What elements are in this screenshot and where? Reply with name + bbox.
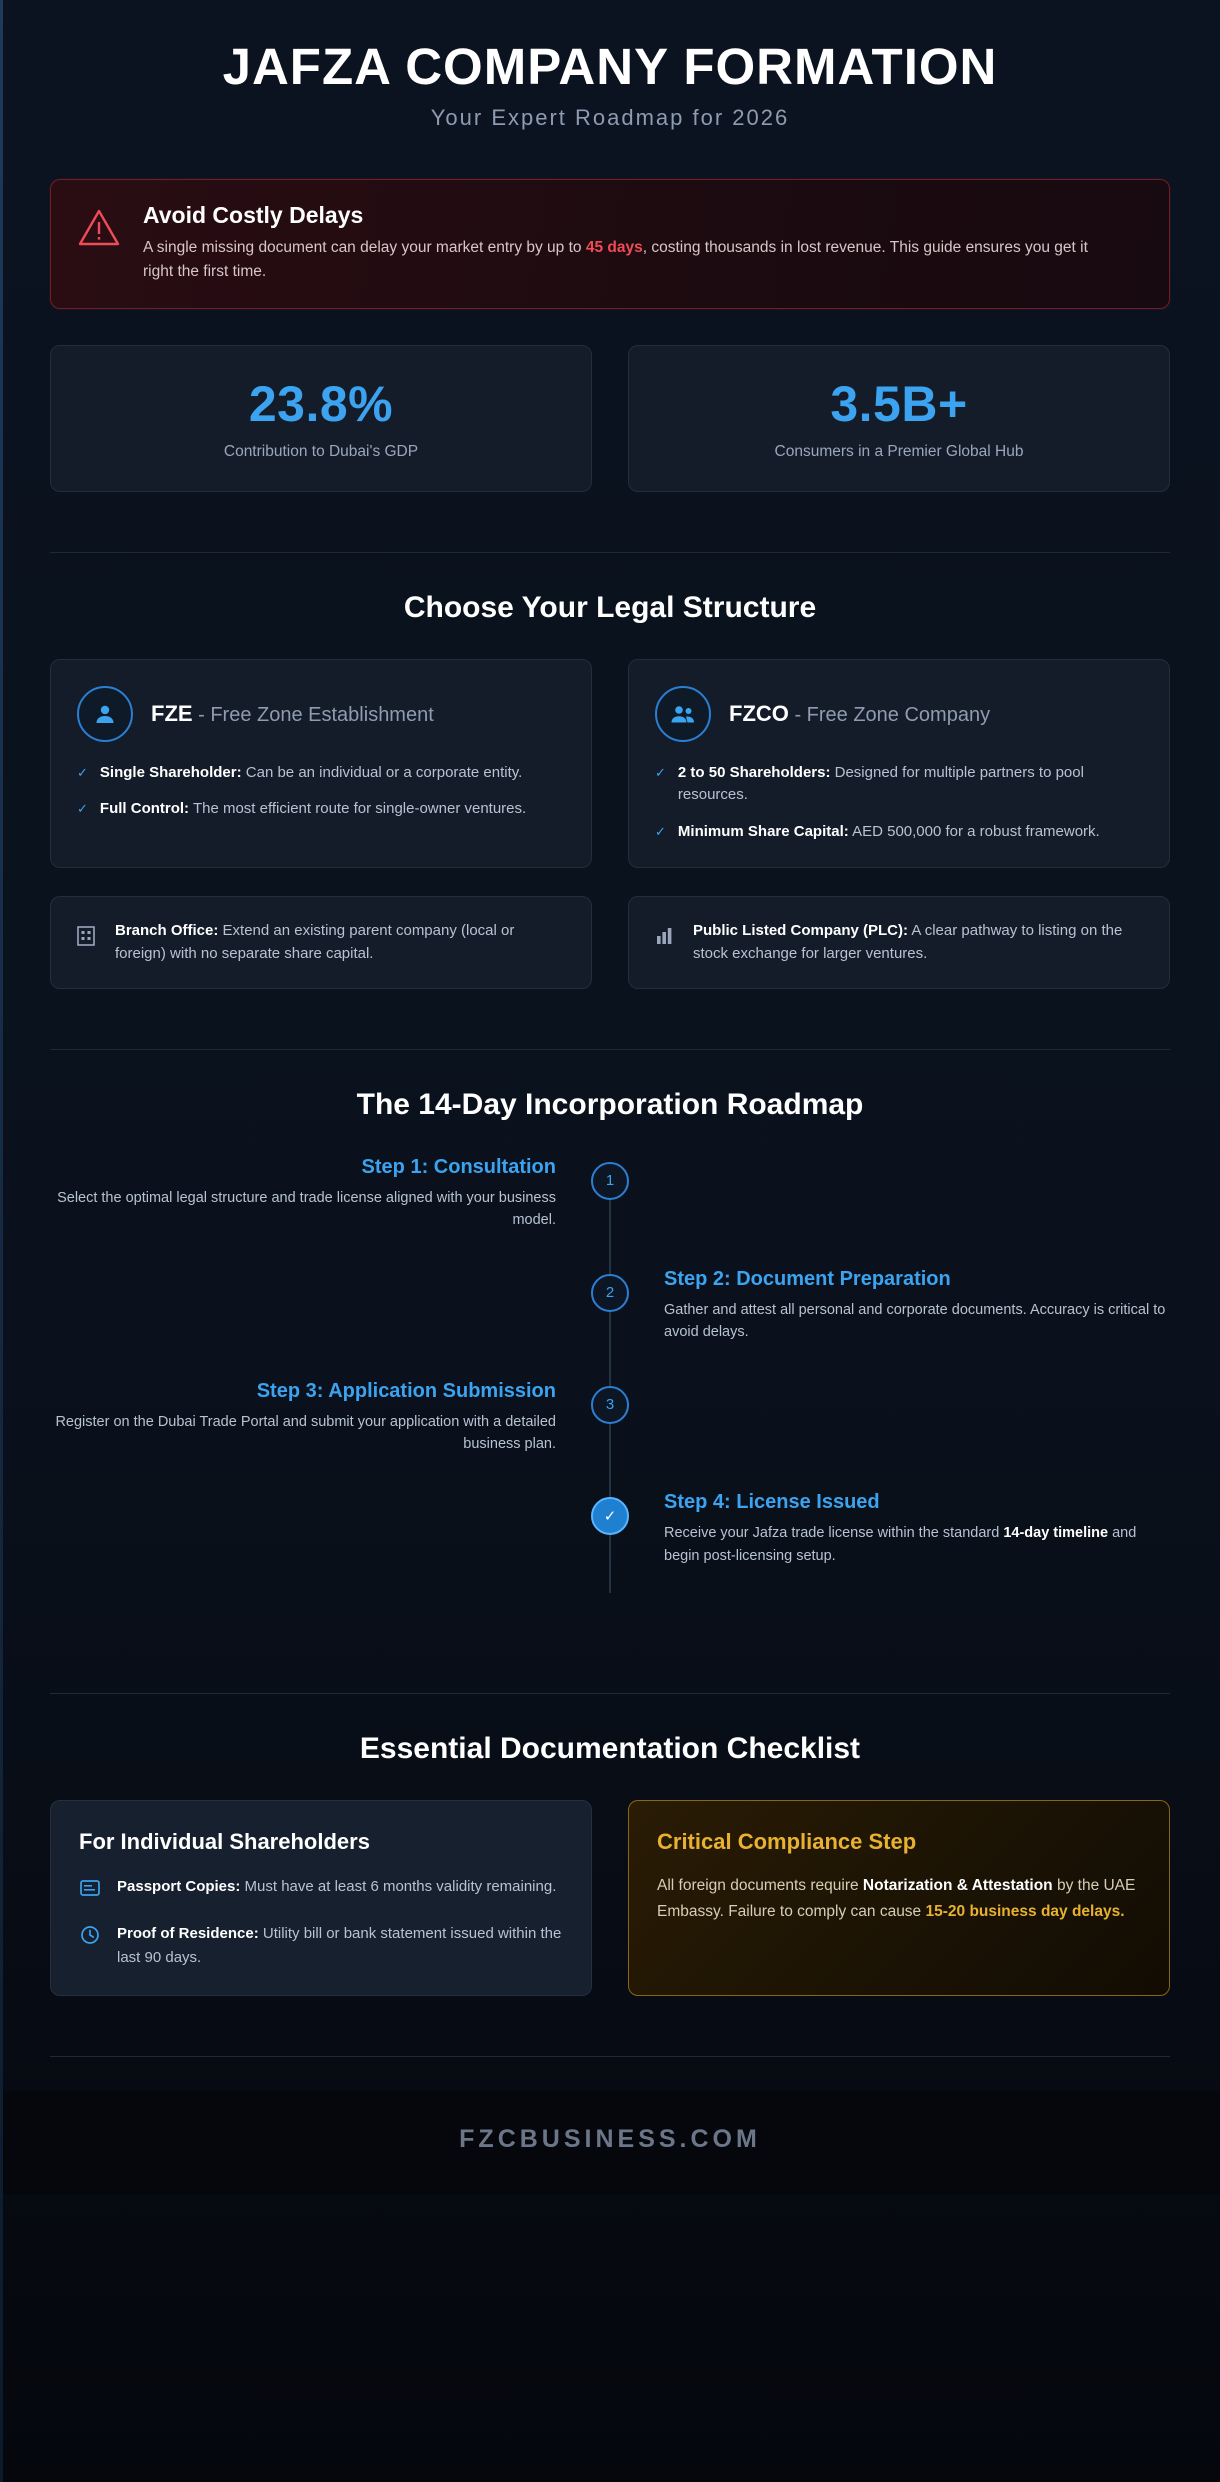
- checklist-card-individual: [50, 1800, 592, 1996]
- feature-text: [100, 798, 526, 821]
- entity-name: FZCO: [729, 700, 789, 726]
- entity-card-plc: [628, 896, 1170, 989]
- checklist-item-passport: [79, 1875, 563, 1904]
- feature-label: 2 to 50 Shareholders:: [677, 763, 831, 781]
- compliance-title: Critical Compliance Step: [657, 1829, 917, 1855]
- checklist-item-text: [117, 1875, 556, 1898]
- step-content: [610, 1268, 1170, 1344]
- step-text-bold: 14-day timeline: [1003, 1525, 1109, 1542]
- section-divider: [50, 2056, 1170, 2057]
- compliance-bold: Notarization & Attestation: [862, 1877, 1053, 1895]
- page-header: [50, 0, 1170, 141]
- warning-triangle-icon: [77, 206, 121, 255]
- entity-card-fze: [50, 659, 592, 869]
- step-marker: 1: [591, 1162, 629, 1200]
- checklist-item-label: Proof of Residence:: [117, 1925, 259, 1943]
- feature-desc: Can be an individual or a corporate entity.: [241, 763, 523, 781]
- roadmap-title: The 14-Day Incorporation Roadmap: [356, 1087, 864, 1121]
- checklist-item-residence: [79, 1922, 563, 1969]
- checklist-item-label: Passport Copies:: [117, 1878, 241, 1896]
- entity-suffix: - Free Zone Company: [788, 703, 991, 726]
- step-marker: 3: [591, 1386, 629, 1424]
- step-content: [50, 1380, 610, 1456]
- step-title: Step 4: License Issued: [664, 1491, 880, 1514]
- section-divider: [50, 552, 1170, 553]
- entity-header: [77, 686, 565, 742]
- step-content: [50, 1156, 610, 1232]
- check-icon: ✓: [77, 801, 88, 817]
- checklist-row: [50, 1800, 1170, 1996]
- entity-card-branch-office: [50, 896, 592, 989]
- stat-label: Contribution to Dubai's GDP: [223, 442, 419, 460]
- step-marker: 2: [591, 1274, 629, 1312]
- feature-desc: The most efficient route for single-owner ventures.: [189, 800, 527, 818]
- page-footer: [0, 2091, 1220, 2194]
- checklist-title: Essential Documentation Checklist: [359, 1732, 861, 1766]
- step-text-part1: Receive your Jafza trade license within the standard: [664, 1525, 1004, 1542]
- building-icon: [75, 923, 97, 952]
- single-person-icon: [77, 686, 133, 742]
- feature-text: [678, 821, 1100, 844]
- alert-highlight: 45 days: [585, 239, 643, 257]
- section-divider: [50, 1693, 1170, 1694]
- step-title: Step 1: Consultation: [361, 1155, 556, 1178]
- compliance-part2: by the UAE Embassy. Failure to comply can cause: [657, 1877, 1136, 1920]
- step-text: Select the optimal legal structure and trade license aligned with your business model.: [57, 1189, 556, 1229]
- entity-feature: [77, 762, 565, 785]
- stats-row: [50, 345, 1170, 492]
- compliance-highlight: 15-20 business day delays.: [925, 1902, 1125, 1920]
- compliance-warning-card: [628, 1800, 1170, 1996]
- roadmap-step-4: [50, 1491, 1170, 1567]
- entity-label: Branch Office:: [115, 922, 219, 940]
- stat-card-gdp: [50, 345, 592, 492]
- alert-body-part2: , costing thousands in lost revenue. This guide ensures you get it right the first time.: [143, 239, 1088, 281]
- feature-label: Single Shareholder:: [99, 763, 242, 781]
- checklist-item-desc: Must have at least 6 months validity remaining.: [240, 1878, 557, 1896]
- entity-title: [729, 699, 990, 729]
- step-text-part2: and begin post-licensing setup.: [664, 1525, 1137, 1564]
- roadmap-timeline: [50, 1156, 1170, 1634]
- entity-feature: [77, 798, 565, 821]
- alert-body-part1: A single missing document can delay your market entry by up to: [143, 239, 586, 257]
- stat-card-consumers: [628, 345, 1170, 492]
- stat-value: 3.5B+: [830, 376, 968, 433]
- entity-label: Public Listed Company (PLC):: [693, 922, 909, 940]
- step-marker-complete: ✓: [591, 1497, 629, 1535]
- checklist-item-text: [117, 1922, 563, 1969]
- step-title: Step 2: Document Preparation: [664, 1267, 951, 1290]
- legal-structure-title: Choose Your Legal Structure: [403, 590, 817, 624]
- feature-desc: Designed for multiple partners to pool resources.: [677, 763, 1084, 804]
- feature-label: Full Control:: [99, 800, 190, 818]
- page-title: JAFZA COMPANY FORMATION: [222, 38, 998, 95]
- entity-text: [693, 919, 1145, 966]
- alert-title: Avoid Costly Delays: [143, 202, 364, 229]
- step-text: [664, 1522, 1170, 1567]
- compliance-part1: All foreign documents require: [657, 1877, 863, 1895]
- roadmap-step-3: [50, 1380, 1170, 1456]
- feature-desc: AED 500,000 for a robust framework.: [848, 822, 1100, 840]
- secondary-entity-row: [50, 896, 1170, 989]
- checklist-item-desc: Utility bill or bank statement issued within the last 90 days.: [117, 1925, 562, 1966]
- bar-chart-icon: [653, 923, 675, 952]
- entity-desc: Extend an existing parent company (local or foreign) with no separate share capital.: [115, 922, 515, 963]
- footer-brand: FZCBUSINESS.COM: [459, 2124, 761, 2153]
- stat-value: 23.8%: [248, 376, 394, 433]
- section-divider: [50, 1049, 1170, 1050]
- step-title: Step 3: Application Submission: [256, 1379, 556, 1402]
- entity-text: [115, 919, 567, 966]
- feature-label: Minimum Share Capital:: [677, 822, 849, 840]
- entity-card-fzco: [628, 659, 1170, 869]
- passport-icon: [79, 1877, 101, 1904]
- step-text: Register on the Dubai Trade Portal and submit your application with a detailed business plan.: [55, 1413, 556, 1452]
- entity-feature: [655, 762, 1143, 807]
- check-icon: ✓: [655, 764, 666, 780]
- check-icon: ✓: [655, 823, 666, 839]
- feature-text: [678, 762, 1143, 807]
- entity-cards-row: [50, 659, 1170, 869]
- step-text: Gather and attest all personal and corporate documents. Accuracy is critical to avoid delays.: [664, 1301, 1166, 1341]
- group-people-icon: [655, 686, 711, 742]
- roadmap-step-1: [50, 1156, 1170, 1232]
- entity-suffix: - Free Zone Establishment: [192, 703, 434, 726]
- alert-banner: [50, 179, 1170, 309]
- step-content: [610, 1491, 1170, 1567]
- check-icon: ✓: [77, 764, 88, 780]
- entity-desc: A clear pathway to listing on the stock exchange for larger ventures.: [693, 922, 1123, 963]
- roadmap-step-2: [50, 1268, 1170, 1344]
- entity-name: FZE: [151, 700, 193, 726]
- page-subtitle: Your Expert Roadmap for 2026: [430, 105, 790, 131]
- entity-feature: [655, 821, 1143, 844]
- feature-text: [100, 762, 522, 785]
- entity-title: [151, 699, 434, 729]
- stat-label: Consumers in a Premier Global Hub: [774, 442, 1024, 460]
- compliance-text: [657, 1873, 1141, 1923]
- checklist-card-title: For Individual Shareholders: [79, 1829, 370, 1855]
- entity-header: [655, 686, 1143, 742]
- clock-icon: [79, 1924, 101, 1951]
- alert-body: [143, 236, 1103, 284]
